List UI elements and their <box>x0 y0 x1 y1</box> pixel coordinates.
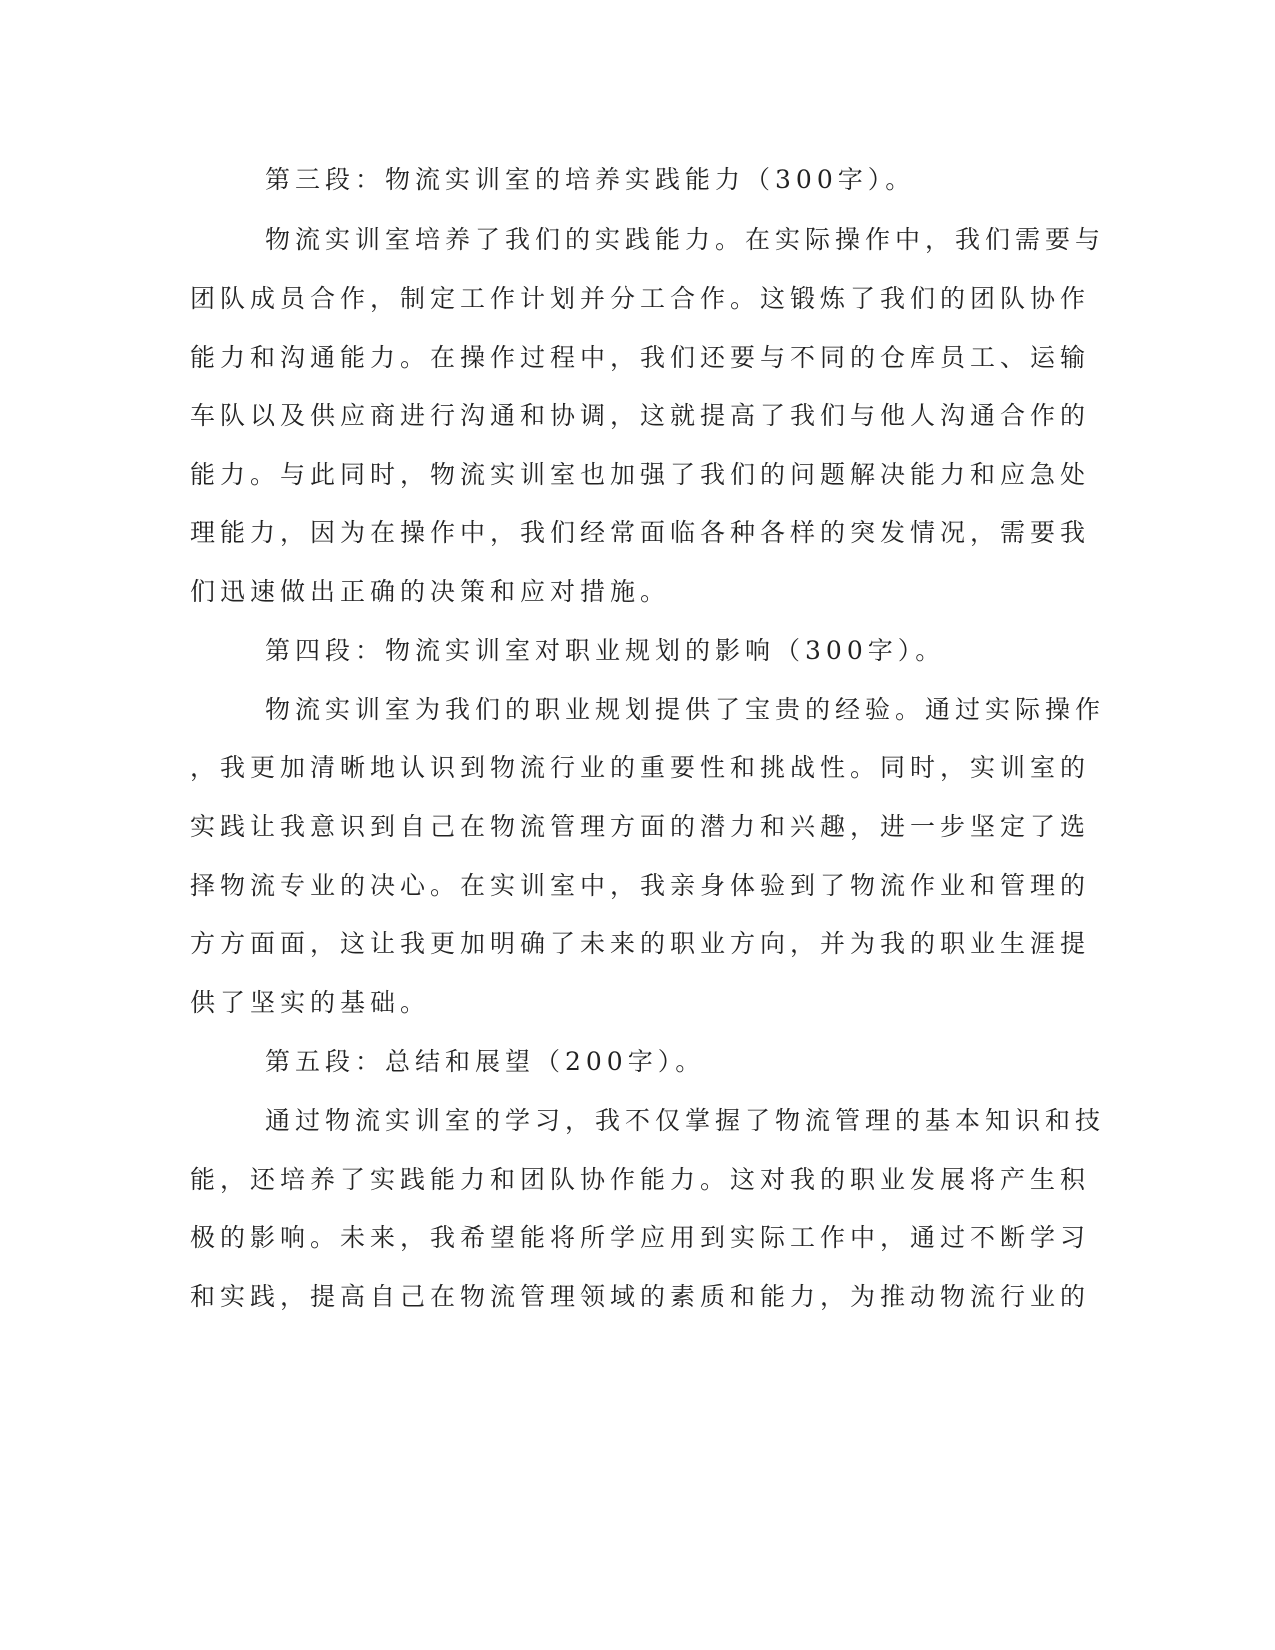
paragraph-line: 们迅速做出正确的决策和应对措施。 <box>190 577 671 606</box>
paragraph-line: 能力。与此同时，物流实训室也加强了我们的问题解决能力和应急处 <box>190 460 1091 489</box>
section-heading-3: 第三段：物流实训室的培养实践能力（300字）。 <box>265 165 916 194</box>
paragraph-line: 供了坚实的基础。 <box>190 988 431 1017</box>
section-heading-4: 第四段：物流实训室对职业规划的影响（300字）。 <box>265 636 946 665</box>
section-heading-5: 第五段：总结和展望（200字）。 <box>265 1047 706 1076</box>
paragraph-line: 车队以及供应商进行沟通和协调，这就提高了我们与他人沟通合作的 <box>190 401 1091 430</box>
paragraph-line: ，我更加清晰地认识到物流行业的重要性和挑战性。同时，实训室的 <box>190 753 1091 782</box>
paragraph-line: 实践让我意识到自己在物流管理方面的潜力和兴趣，进一步坚定了选 <box>190 812 1091 841</box>
paragraph-line: 通过物流实训室的学习，我不仅掌握了物流管理的基本知识和技 <box>265 1106 1106 1135</box>
paragraph-line: 物流实训室为我们的职业规划提供了宝贵的经验。通过实际操作 <box>265 695 1106 724</box>
paragraph-line: 理能力，因为在操作中，我们经常面临各种各样的突发情况，需要我 <box>190 518 1091 547</box>
paragraph-line: 极的影响。未来，我希望能将所学应用到实际工作中，通过不断学习 <box>190 1223 1091 1252</box>
paragraph-line: 择物流专业的决心。在实训室中，我亲身体验到了物流作业和管理的 <box>190 871 1091 900</box>
paragraph-line: 能，还培养了实践能力和团队协作能力。这对我的职业发展将产生积 <box>190 1165 1091 1194</box>
paragraph-line: 团队成员合作，制定工作计划并分工合作。这锻炼了我们的团队协作 <box>190 284 1091 313</box>
paragraph-line: 物流实训室培养了我们的实践能力。在实际操作中，我们需要与 <box>265 225 1106 254</box>
paragraph-line: 能力和沟通能力。在操作过程中，我们还要与不同的仓库员工、运输 <box>190 343 1091 372</box>
paragraph-line: 和实践，提高自己在物流管理领域的素质和能力，为推动物流行业的 <box>190 1282 1091 1311</box>
paragraph-line: 方方面面，这让我更加明确了未来的职业方向，并为我的职业生涯提 <box>190 929 1091 958</box>
